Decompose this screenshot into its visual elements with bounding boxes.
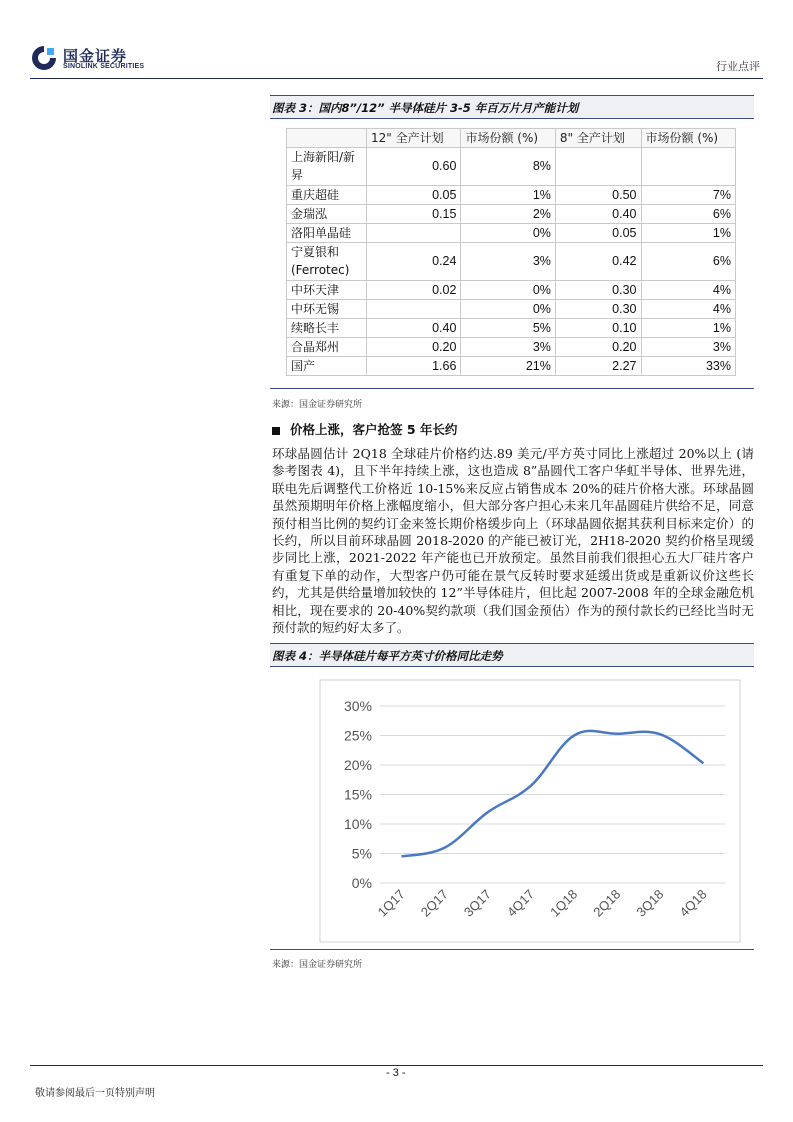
y-tick-label: 20% (343, 757, 372, 773)
figure4-source: 来源：国金证券研究所 (272, 960, 363, 970)
table-cell: 0.30 (555, 299, 641, 318)
figure3-title: 图表 3：国内8”/12” 半导体硅片 3-5 年百万片月产能计划 (270, 95, 754, 119)
capacity-table-grid (286, 128, 736, 376)
table-header-row (287, 129, 736, 148)
table-cell: 0.60 (367, 147, 461, 185)
table-cell (367, 299, 461, 318)
table-cell: 33% (641, 356, 735, 375)
table-cell: 5% (461, 318, 555, 337)
x-tick-label: 3Q17 (460, 886, 494, 920)
table-row (287, 280, 736, 299)
page-number: - 3 - (386, 1067, 406, 1079)
table-cell (555, 147, 641, 185)
table-cell: 4% (641, 280, 735, 299)
row-label: 宁夏银和 (Ferrotec) (287, 242, 367, 280)
table-row (287, 242, 736, 280)
y-tick-label: 0% (351, 875, 372, 891)
table-row (287, 337, 736, 356)
column-header: 市场份额 (%) (461, 129, 555, 148)
table-cell (641, 147, 735, 185)
x-tick-label: 2Q17 (417, 886, 451, 920)
column-header (287, 129, 367, 148)
table-row (287, 185, 736, 204)
row-label: 金瑞泓 (287, 204, 367, 223)
y-tick-label: 25% (343, 727, 372, 744)
table-cell: 0.05 (367, 185, 461, 204)
header-divider (30, 78, 763, 79)
line-chart (270, 668, 754, 950)
x-tick-label: 1Q17 (374, 886, 408, 920)
logo-english-name: SINOLINK SECURITIES (63, 63, 145, 70)
table-cell: 1% (641, 318, 735, 337)
table-cell: 1% (461, 185, 555, 204)
table-cell: 0.42 (555, 242, 641, 280)
table-cell: 0.20 (555, 337, 641, 356)
row-label: 重庆超硅 (287, 185, 367, 204)
table-cell: 0.40 (367, 318, 461, 337)
table-cell: 7% (641, 185, 735, 204)
table-cell: 3% (641, 337, 735, 356)
table-cell: 2% (461, 204, 555, 223)
x-tick-label: 4Q18 (676, 886, 710, 920)
table-cell: 3% (461, 337, 555, 356)
table-row (287, 223, 736, 242)
capacity-table (286, 128, 736, 381)
table-row (287, 318, 736, 337)
row-label: 洛阳单晶硅 (287, 223, 367, 242)
y-tick-label: 30% (343, 698, 372, 714)
section-heading (272, 420, 457, 438)
table-cell: 0.50 (555, 185, 641, 204)
y-tick-label: 15% (343, 786, 372, 803)
table-cell (367, 223, 461, 242)
figure3-source: 来源：国金证券研究所 (272, 400, 363, 410)
figure4-title: 图表 4：半导体硅片每平方英寸价格同比走势 (270, 643, 754, 667)
row-label: 合晶郑州 (287, 337, 367, 356)
table-cell: 0% (461, 280, 555, 299)
table-cell: 1.66 (367, 356, 461, 375)
table-cell: 0.05 (555, 223, 641, 242)
price-trend-chart (270, 668, 754, 950)
table-cell: 1% (641, 223, 735, 242)
column-header: 12" 全产计划 (367, 129, 461, 148)
table-bottom-rule (270, 388, 754, 389)
table-cell: 0.24 (367, 242, 461, 280)
table-cell: 6% (641, 204, 735, 223)
table-cell: 8% (461, 147, 555, 185)
table-total-row (287, 356, 736, 375)
table-cell: 0.20 (367, 337, 461, 356)
table-row (287, 147, 736, 185)
series-line (402, 731, 704, 857)
x-tick-label: 4Q17 (503, 886, 538, 920)
y-tick-label: 10% (343, 816, 372, 832)
row-label: 中环天津 (287, 280, 367, 299)
table-cell: 4% (641, 299, 735, 318)
table-row (287, 299, 736, 318)
column-header: 市场份额 (%) (641, 129, 735, 148)
company-logo (30, 44, 150, 74)
footer-disclaimer: 敬请参阅最后一页特别声明 (35, 1088, 155, 1099)
table-cell: 0.02 (367, 280, 461, 299)
square-bullet-icon (272, 427, 280, 435)
table-cell: 3% (461, 242, 555, 280)
table-cell: 6% (641, 242, 735, 280)
x-tick-label: 1Q18 (547, 886, 581, 920)
section-heading-text: 价格上涨，客户抢签 5 年长约 (290, 422, 458, 437)
table-cell: 0.15 (367, 204, 461, 223)
logo-mark-icon (30, 44, 58, 72)
column-header: 8" 全产计划 (555, 129, 641, 148)
x-tick-label: 3Q18 (633, 886, 667, 920)
table-cell: 0% (461, 299, 555, 318)
y-tick-label: 5% (351, 845, 372, 862)
footer-divider (30, 1065, 763, 1066)
table-cell: 2.27 (555, 356, 641, 375)
row-label: 国产 (287, 356, 367, 375)
table-row (287, 204, 736, 223)
row-label: 上海新阳/新昇 (287, 147, 367, 185)
table-cell: 0.10 (555, 318, 641, 337)
row-label: 中环无锡 (287, 299, 367, 318)
row-label: 续略长丰 (287, 318, 367, 337)
report-category: 行业点评 (716, 60, 760, 73)
x-tick-label: 2Q18 (590, 886, 624, 920)
table-cell: 0.40 (555, 204, 641, 223)
table-cell: 0.30 (555, 280, 641, 299)
table-cell: 21% (461, 356, 555, 375)
logo-chinese-name: 国金证券 (63, 47, 128, 65)
table-cell: 0% (461, 223, 555, 242)
body-paragraph: 环球晶圆估计 2Q18 全球硅片价格约达.89 美元/平方英寸同比上涨超过 20%以上 (请参考图表 4)，且下半年持续上涨，这也造成 8”晶圆代工客户华虹半导体、世界先进，联电先后调整代工价格近 10-15%来反应占销售成本 20%的硅片价格大涨。环球晶圆虽然预期明年价格上涨幅度缩小，但大部分客户担心未来几年晶圆硅片供给不足，同意预付相当比例的契约订金来签长期价格缓步向上（环球晶圆依据其获利目标来定价）的长约，所以目前环球晶圆 2018-2020 的产能已被订光，2H18-2020 契约价格呈现缓步同比上涨，2021-2022 年产能也已开放预定。虽然目前我们很担心五大厂硅片客户有重复下单的动作，大型客户仍可能在景气反转时要求延缓出货或是重新议价这些长约，尤其是供给量增加较快的 12”半导体硅片，但比起 2007-2008 年的全球金融危机相比，现在要求的 20-40%契约款项（我们国金预估）作为的预付款长约已经比当时无预付款的短约好太多了。 (272, 446, 754, 636)
